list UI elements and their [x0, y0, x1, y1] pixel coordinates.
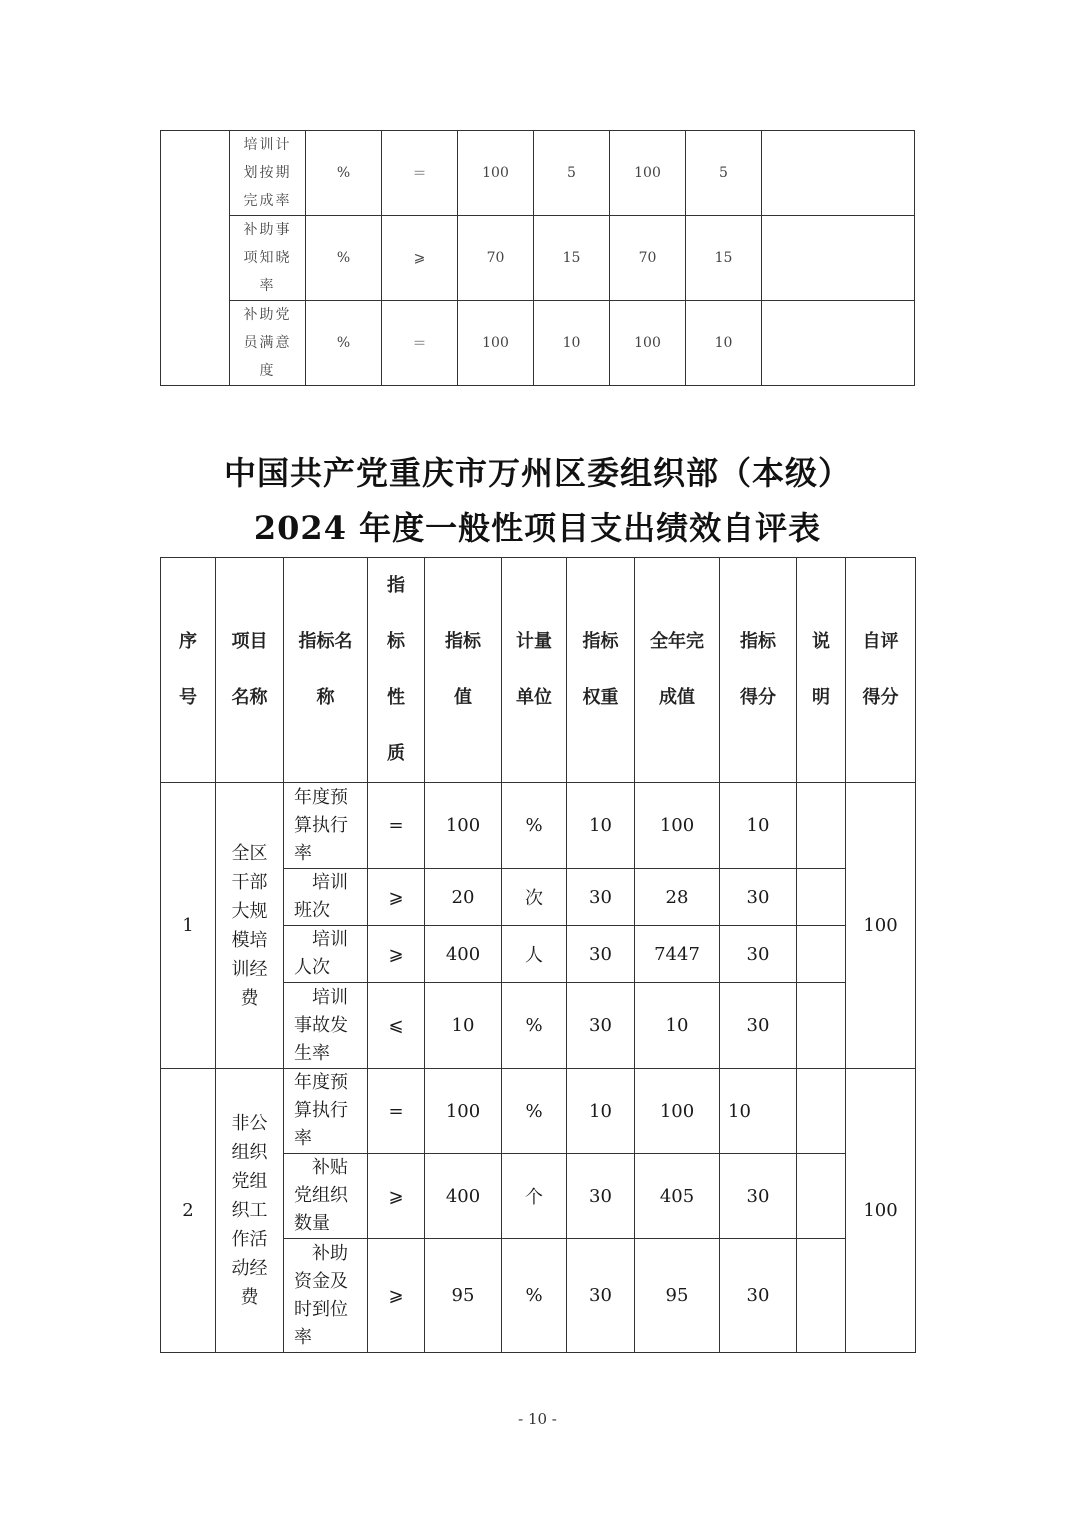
weight-cell: 5	[534, 131, 610, 216]
note-cell	[797, 1069, 846, 1154]
score-cell: 30	[720, 983, 797, 1069]
weight-cell: 15	[534, 216, 610, 301]
weight-cell: 30	[567, 926, 635, 983]
note-cell	[797, 783, 846, 869]
header-seq: 序 号	[161, 558, 216, 783]
weight-cell: 30	[567, 983, 635, 1069]
unit-cell: %	[306, 131, 382, 216]
blank-cell	[161, 131, 230, 386]
seq-cell: 2	[161, 1069, 216, 1353]
indicator-name: 年度预 算执行 率	[284, 1069, 368, 1154]
target-cell: 400	[425, 926, 502, 983]
target-cell: 100	[425, 1069, 502, 1154]
actual-cell: 95	[635, 1239, 720, 1353]
score-cell: 15	[686, 216, 762, 301]
target-cell: 100	[425, 783, 502, 869]
target-cell: 400	[425, 1154, 502, 1239]
score-cell: 30	[720, 869, 797, 926]
score-cell: 10	[720, 1069, 797, 1154]
note-cell	[797, 1154, 846, 1239]
unit-cell: 人	[502, 926, 567, 983]
nature-cell: ⩾	[368, 926, 425, 983]
actual-cell: 405	[635, 1154, 720, 1239]
table-row	[161, 216, 915, 301]
header-target: 指标 值	[425, 558, 502, 783]
nature-cell: ⩾	[368, 1239, 425, 1353]
note-cell	[797, 926, 846, 983]
unit-cell: %	[502, 783, 567, 869]
nature-cell: ⩾	[368, 869, 425, 926]
table-row	[161, 1069, 916, 1154]
actual-cell: 100	[635, 783, 720, 869]
project-name: 非公 组织 党组 织工 作活 动经 费	[216, 1069, 284, 1353]
nature-cell: ⩾	[368, 1154, 425, 1239]
table-row	[161, 131, 915, 216]
weight-cell: 30	[567, 869, 635, 926]
note-cell	[797, 869, 846, 926]
table-row	[161, 783, 916, 869]
performance-table	[160, 557, 916, 1353]
note-cell	[762, 131, 915, 216]
unit-cell: 个	[502, 1154, 567, 1239]
unit-cell: %	[306, 301, 382, 386]
header-weight: 指标 权重	[567, 558, 635, 783]
document-title-line1: 中国共产党重庆市万州区委组织部（本级）	[223, 454, 851, 492]
note-cell	[797, 1239, 846, 1353]
unit-cell: %	[502, 1239, 567, 1353]
indicator-name: 年度预 算执行 率	[284, 783, 368, 869]
indicator-name: 补助 资金及 时到位 率	[284, 1239, 368, 1353]
nature-cell: ⩾	[382, 216, 458, 301]
nature-cell: =	[368, 783, 425, 869]
target-cell: 100	[458, 131, 534, 216]
actual-cell: 10	[635, 983, 720, 1069]
indicator-name: 补贴 党组织 数量	[284, 1154, 368, 1239]
self-score-cell: 100	[846, 783, 916, 1069]
header-self-score: 自评 得分	[846, 558, 916, 783]
score-cell: 10	[720, 783, 797, 869]
target-cell: 70	[458, 216, 534, 301]
actual-cell: 100	[610, 131, 686, 216]
indicator-name: 补助事 项知晓 率	[230, 216, 306, 301]
score-cell: 30	[720, 1154, 797, 1239]
header-row	[161, 558, 916, 783]
indicator-name: 补助党 员满意 度	[230, 301, 306, 386]
target-cell: 10	[425, 983, 502, 1069]
actual-cell: 100	[635, 1069, 720, 1154]
actual-cell: 70	[610, 216, 686, 301]
weight-cell: 30	[567, 1154, 635, 1239]
header-unit: 计量 单位	[502, 558, 567, 783]
nature-cell: ⩽	[368, 983, 425, 1069]
note-cell	[797, 983, 846, 1069]
self-score-cell: 100	[846, 1069, 916, 1353]
document-title-line2: 2024 年度一般性项目支出绩效自评表	[253, 509, 822, 547]
unit-cell: 次	[502, 869, 567, 926]
continued-table	[160, 130, 915, 386]
header-indicator-nature: 指 标 性 质	[368, 558, 425, 783]
header-project-name: 项目 名称	[216, 558, 284, 783]
score-cell: 10	[686, 301, 762, 386]
nature-cell: ＝	[382, 131, 458, 216]
unit-cell: %	[306, 216, 382, 301]
indicator-name: 培训 班次	[284, 869, 368, 926]
target-cell: 20	[425, 869, 502, 926]
project-name: 全区 干部 大规 模培 训经 费	[216, 783, 284, 1069]
weight-cell: 10	[534, 301, 610, 386]
indicator-name: 培训 人次	[284, 926, 368, 983]
nature-cell: ＝	[382, 301, 458, 386]
target-cell: 95	[425, 1239, 502, 1353]
header-actual: 全年完 成值	[635, 558, 720, 783]
note-cell	[762, 301, 915, 386]
page-number: - 10 -	[518, 1410, 557, 1428]
actual-cell: 100	[610, 301, 686, 386]
target-cell: 100	[458, 301, 534, 386]
header-note: 说 明	[797, 558, 846, 783]
table-row	[161, 301, 915, 386]
score-cell: 5	[686, 131, 762, 216]
indicator-name: 培训 事故发 生率	[284, 983, 368, 1069]
header-indicator-name: 指标名 称	[284, 558, 368, 783]
actual-cell: 28	[635, 869, 720, 926]
unit-cell: %	[502, 1069, 567, 1154]
unit-cell: %	[502, 983, 567, 1069]
seq-cell: 1	[161, 783, 216, 1069]
indicator-name: 培训计 划按期 完成率	[230, 131, 306, 216]
score-cell: 30	[720, 1239, 797, 1353]
score-cell: 30	[720, 926, 797, 983]
weight-cell: 30	[567, 1239, 635, 1353]
header-score: 指标 得分	[720, 558, 797, 783]
actual-cell: 7447	[635, 926, 720, 983]
nature-cell: =	[368, 1069, 425, 1154]
weight-cell: 10	[567, 783, 635, 869]
note-cell	[762, 216, 915, 301]
weight-cell: 10	[567, 1069, 635, 1154]
